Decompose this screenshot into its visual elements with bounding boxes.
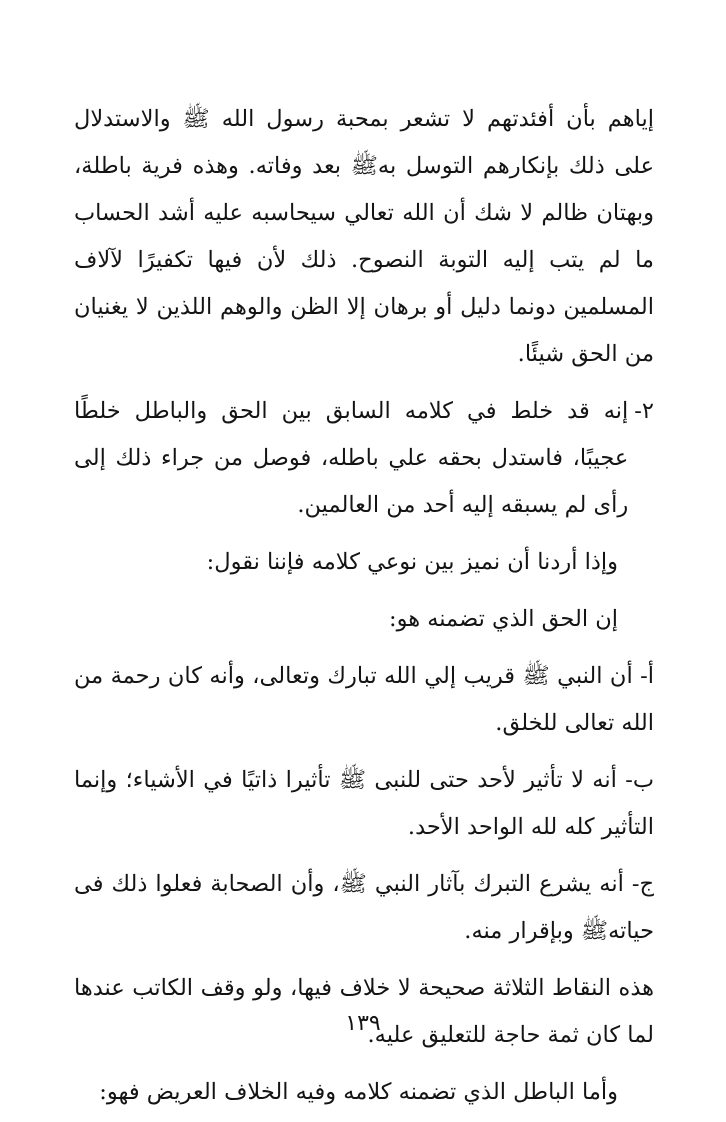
- paragraph-points-sound: هذه النقاط الثلاثة صحيحة لا خلاف فيها، ولو وقف الكاتب عندها لما كان ثمة حاجة للتعليق عليه.: [74, 975, 654, 1048]
- paragraph-slander: إياهم بأن أفئدتهم لا تشعر بمحبة رسول الله ﷺ والاستدلال على ذلك بإنكارهم التوسل بهﷺ بعد وفاته. وهذه فرية باطلة، وبهتان ظالم لا شك أن الله تعالي سيحاسبه عليه أشد الحساب ما لم يتب إليه التوبة النصوح. ذلك لأن فيها تكفيرًا لآلاف المسلمين دونما دليل أو برهان إلا الظن والوهم اللذين لا يغنيان من الحق شيئًا.: [74, 106, 654, 367]
- truth-heading: إن الحق الذي تضمنه هو:: [388, 606, 618, 632]
- paragraph-intro: وإذا أردنا أن نميز بين نوعي كلامه فإننا نقول:: [206, 549, 618, 575]
- list-item-jim: ج- أنه يشرع التبرك بآثار النبي ﷺ، وأن الصحابة فعلوا ذلك فى حياتهﷺ وبإقرار منه.: [74, 871, 654, 944]
- numbered-item-2: [74, 388, 654, 529]
- list-item-ba: ب- أنه لا تأثير لأحد حتى للنبى ﷺ تأثيرا ذاتيًا في الأشياء؛ وإنما التأثير كله لله الواحد الأحد.: [74, 767, 654, 840]
- list-item-alif: أ- أن النبي ﷺ قريب إلي الله تبارك وتعالى، وأنه كان رحمة من الله تعالى للخلق.: [74, 663, 654, 736]
- falsehood-heading: وأما الباطل الذي تضمنه كلامه وفيه الخلاف العريض فهو:: [99, 1079, 618, 1105]
- page-number: ١٣٩: [345, 1011, 381, 1036]
- item-number: ٢-: [634, 398, 654, 424]
- item-2-text: إنه قد خلط في كلامه السابق بين الحق والباطل خلطًا عجيبًا، فاستدل بحقه علي باطله، فوصل من جراء ذلك إلى رأى لم يسبقه إليه أحد من العالمين.: [74, 398, 629, 518]
